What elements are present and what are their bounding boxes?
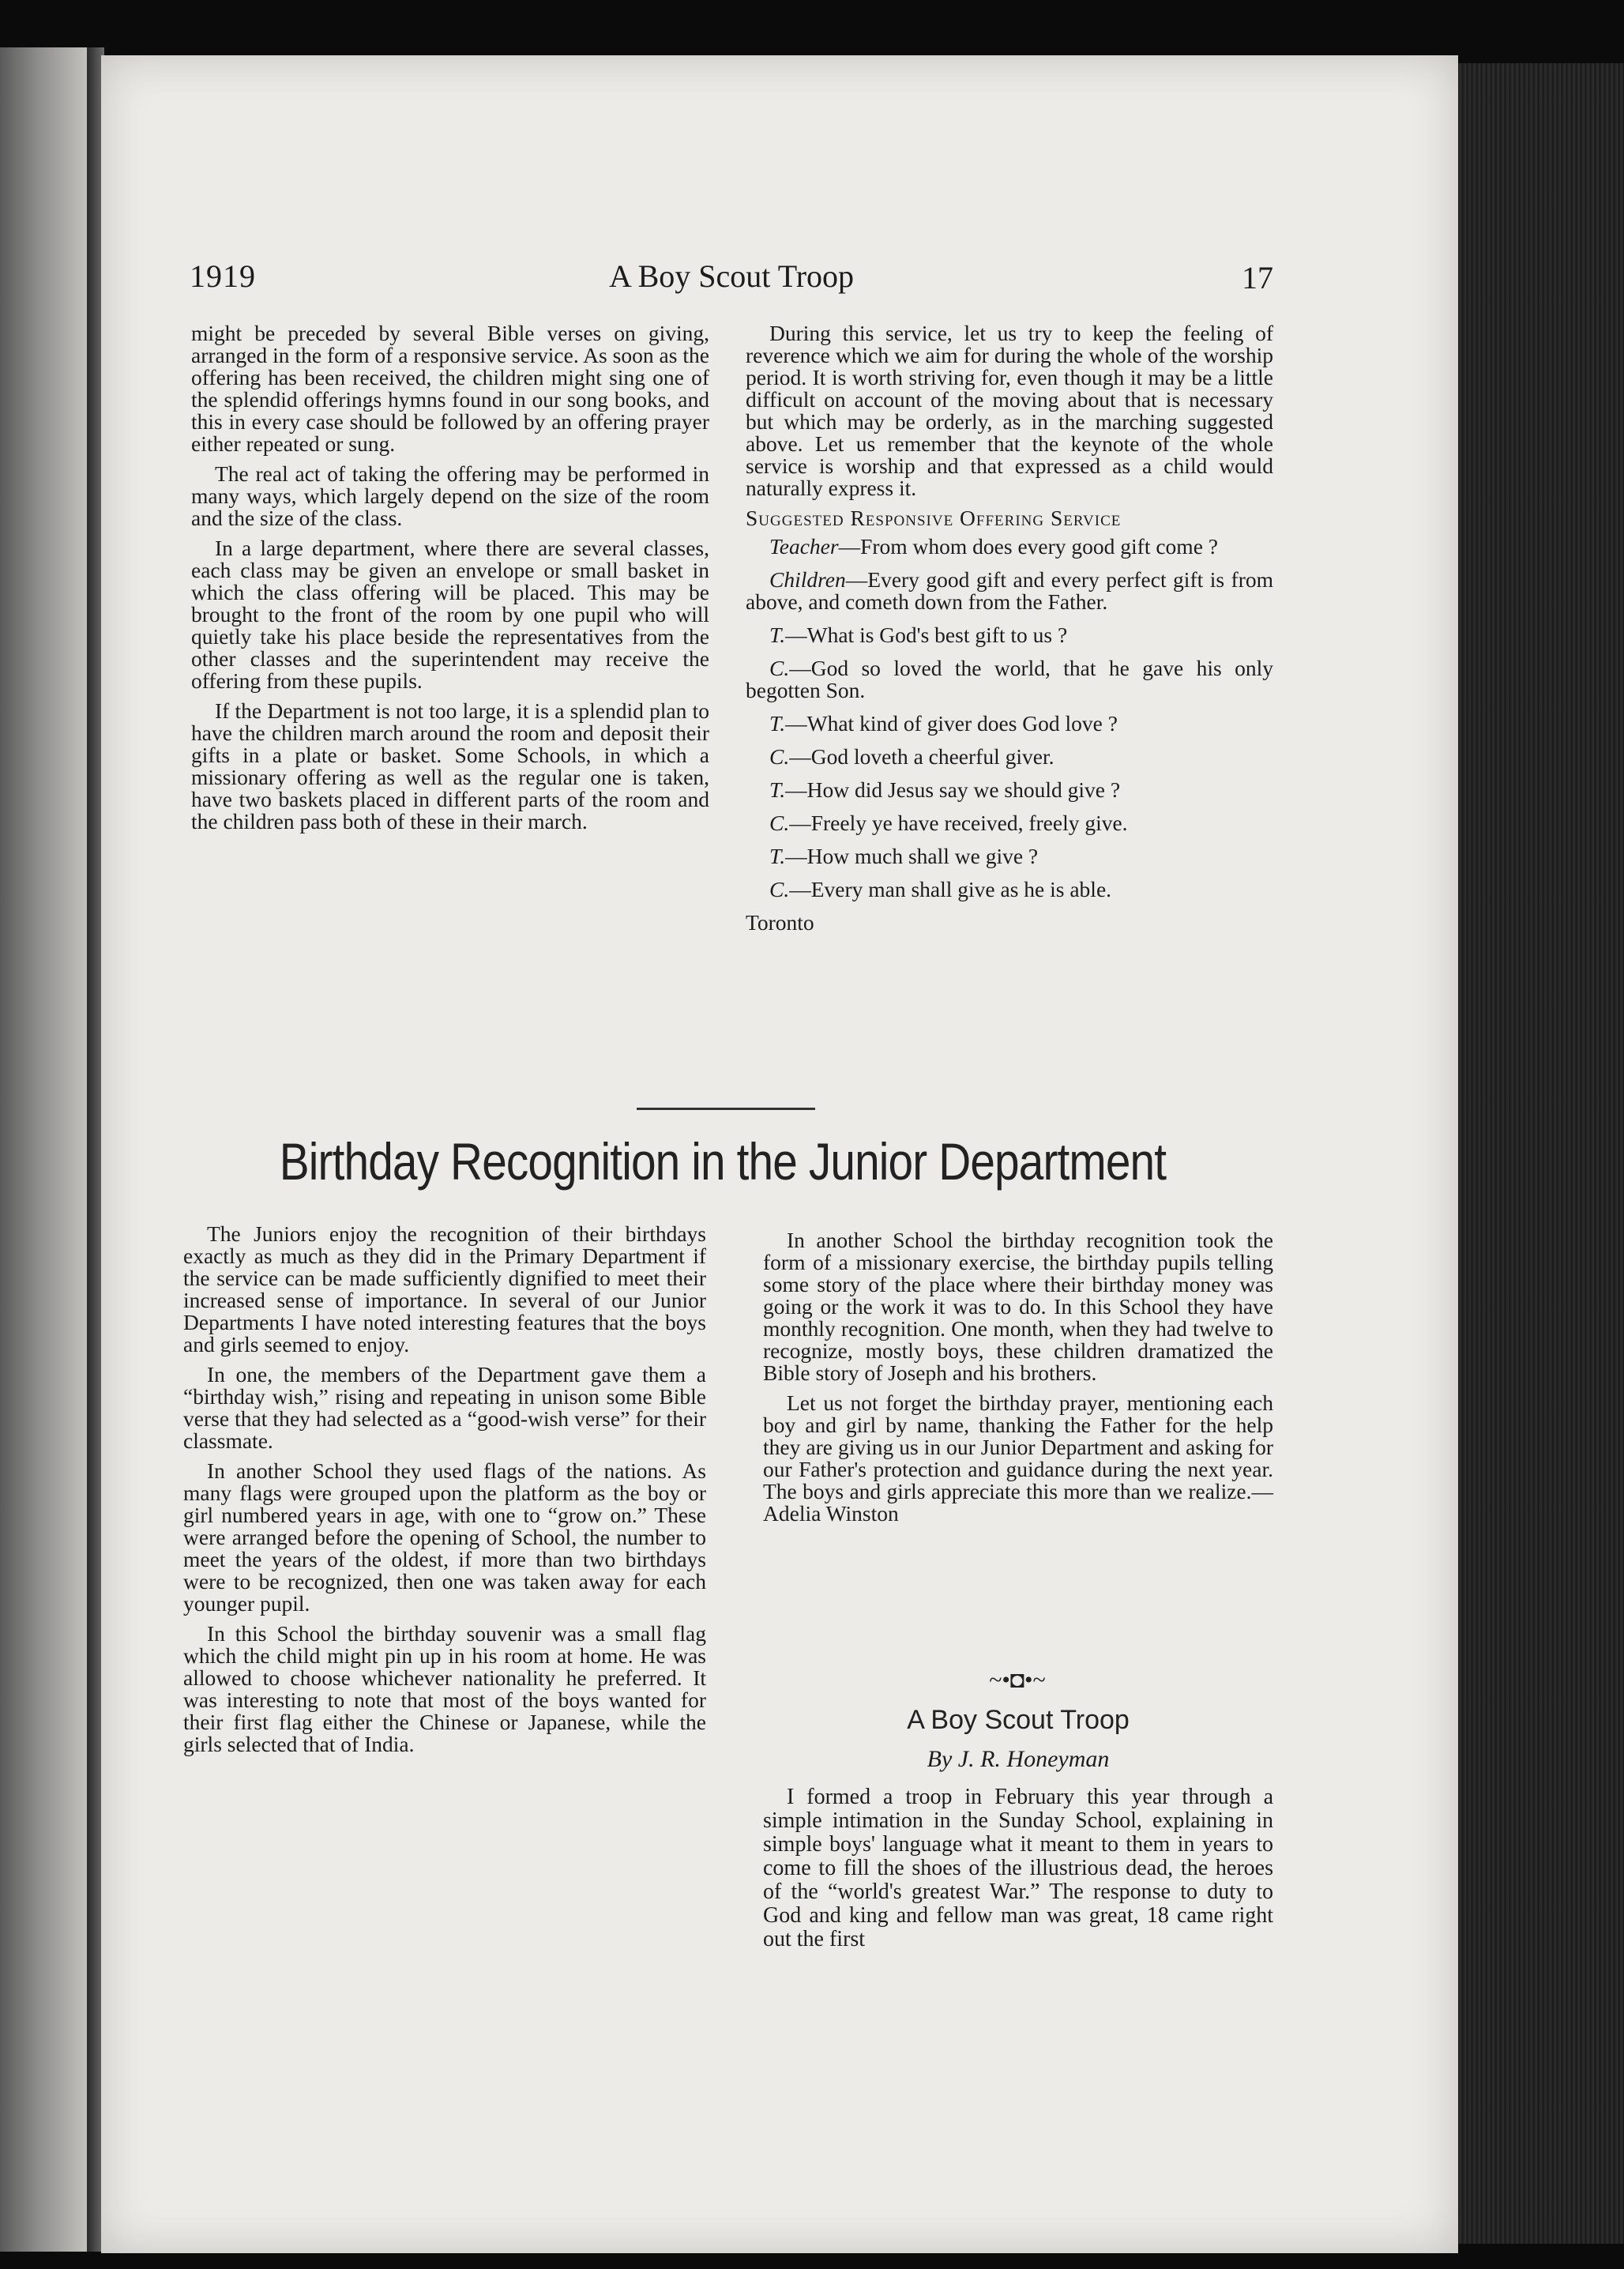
header-title: A Boy Scout Troop	[608, 258, 855, 294]
paragraph: In another School the birthday recognition took the form of a missionary exercise, the birthday pupils telling some story of the place where their birthday money was going or the work it was to do. In this School they have monthly recognition. One month, when they had twelve to recognize, mostly boys, these children dramatized the Bible story of Joseph and his brothers.	[763, 1228, 1273, 1385]
line-text: —How much shall we give ?	[785, 844, 1039, 868]
dialog-line	[746, 812, 1273, 834]
speaker: C.	[769, 877, 790, 901]
dialog-line	[746, 779, 1273, 801]
page-stack-edge	[1458, 63, 1624, 2244]
paragraph: In another School they used flags of the nations. As many flags were grouped upon the platform as the boy or girl numbered years in age, with one to “grow on.” These were arranged before the opening of School, the number to meet the years of the oldest, if more than two birthdays were to be recognized, then one was taken away for each younger pupil.	[183, 1458, 706, 1616]
left-page-edge	[0, 47, 93, 2252]
paragraph: In this School the birthday souvenir was a small flag which the child might pin up in his room at home. He was allowed to choose whichever nationality he preferred. It was interesting to note that most of the boys wanted for their first flag either the Chinese or Japanese, while the girls selected that of India.	[183, 1621, 706, 1756]
speaker: T.	[769, 777, 786, 802]
dialog-line	[746, 879, 1273, 901]
line-text: —What is God's best gift to us ?	[785, 623, 1068, 647]
paragraph: might be preceded by several Bible verses on giving, arranged in the form of a responsive service. As soon as the offering has been received, the children might sing one of the splendid offerings hymns found in our song books, and this in every case should be followed by an offering prayer either repeated or sung.	[191, 321, 709, 456]
paragraph: Let us not forget the birthday prayer, mentioning each boy and girl by name, thanking the Father for the help they are giving us in our Junior Department and asking for our Father's protection and guidance during the next year. The boys and girls appreciate this more than we realize.—Adelia Winston	[763, 1390, 1273, 1526]
paragraph: In a large department, where there are several classes, each class may be given an envelope or small basket in which the class offering will be placed. This may be brought to the front of the room by one pupil who will quietly take his place beside the representatives from the other classes and the superintendent may receive the offering from these pupils.	[191, 536, 709, 693]
header-year: 1919	[190, 258, 256, 294]
dialog-line	[746, 657, 1273, 702]
dialog-line	[746, 713, 1273, 735]
dialog-line	[746, 624, 1273, 646]
paragraph: If the Department is not too large, it is a splendid plan to have the children march around the room and deposit their gifts in a plate or basket. Some Schools, in which a missionary offering as well as the regular one is taken, have two baskets placed in different parts of the room and the children pass both of these in their march.	[191, 698, 709, 833]
article-heading: Birthday Recognition in the Junior Department	[279, 1132, 1167, 1191]
dialog-line	[746, 845, 1273, 867]
dialog-line	[746, 746, 1273, 768]
service-heading: Suggested Responsive Offering Service	[746, 506, 1122, 530]
place-signature: Toronto	[746, 910, 814, 935]
line-text: —Every good gift and every perfect gift is from above, and cometh down from the Father.	[746, 567, 1273, 614]
line-text: —Freely ye have received, freely give.	[789, 811, 1128, 835]
scout-byline: By J. R. Honeyman	[927, 1746, 1110, 1772]
bottom-right-column	[763, 1229, 1273, 1533]
top-left-column	[191, 322, 709, 841]
running-header	[190, 251, 1273, 299]
line-text: —From whom does every good gift come ?	[838, 534, 1218, 559]
line-text: —God so loved the world, that he gave his only begotten Son.	[746, 656, 1273, 702]
paragraph: In one, the members of the Department gave them a “birthday wish,” rising and repeating in unison some Bible verse that they had selected as a “good-wish verse” for their classmate.	[183, 1362, 706, 1453]
speaker: C.	[769, 656, 790, 680]
paragraph: During this service, let us try to keep the feeling of reverence which we aim for during the whole of the worship period. It is worth striving for, even though it may be a little difficult on account of the moving about that is necessary but which may be orderly, as in the marching suggested above. Let us remember that the keynote of the whole service is worship and that expressed as a child would naturally express it.	[746, 321, 1273, 500]
paragraph: The Juniors enjoy the recognition of their birthdays exactly as much as they did in the Primary Department if the service can be made sufficiently dignified to meet their increased sense of importance. In several of our Junior Departments I have noted interesting features that the boys and girls seemed to enjoy.	[183, 1221, 706, 1357]
ornament-divider: ~•◘•~	[989, 1667, 1046, 1693]
paragraph: I formed a troop in February this year through a simple intimation in the Sunday School, explaining in simple boys' language what it meant to them in years to come to fill the shoes of the illustrious dead, the heroes of the “world's greatest War.” The response to duty to God and king and fellow man was great, 18 came right out the first	[763, 1785, 1273, 1951]
speaker: C.	[769, 744, 790, 769]
scout-article-heading: A Boy Scout Troop	[907, 1705, 1130, 1735]
dialog-line	[746, 569, 1273, 613]
line-text: —Every man shall give as he is able.	[789, 877, 1112, 901]
speaker: T.	[769, 844, 786, 868]
top-right-column	[746, 322, 1273, 942]
speaker: C.	[769, 811, 790, 835]
line-text: —How did Jesus say we should give ?	[785, 777, 1121, 802]
section-rule	[637, 1108, 815, 1110]
line-text: —What kind of giver does God love ?	[785, 711, 1118, 736]
speaker: T.	[769, 711, 786, 736]
dialog-line	[746, 536, 1273, 558]
line-text: —God loveth a cheerful giver.	[789, 744, 1054, 769]
bottom-left-column	[183, 1223, 706, 1763]
speaker: T.	[769, 623, 786, 647]
frame-bottom	[0, 2253, 1624, 2269]
page-number: 17	[1242, 260, 1273, 295]
speaker: Teacher	[769, 534, 839, 559]
paragraph: The real act of taking the offering may be performed in many ways, which largely depend on the size of the room and the size of the class.	[191, 461, 709, 530]
scout-article-text	[763, 1785, 1273, 1959]
speaker: Children	[769, 567, 846, 592]
